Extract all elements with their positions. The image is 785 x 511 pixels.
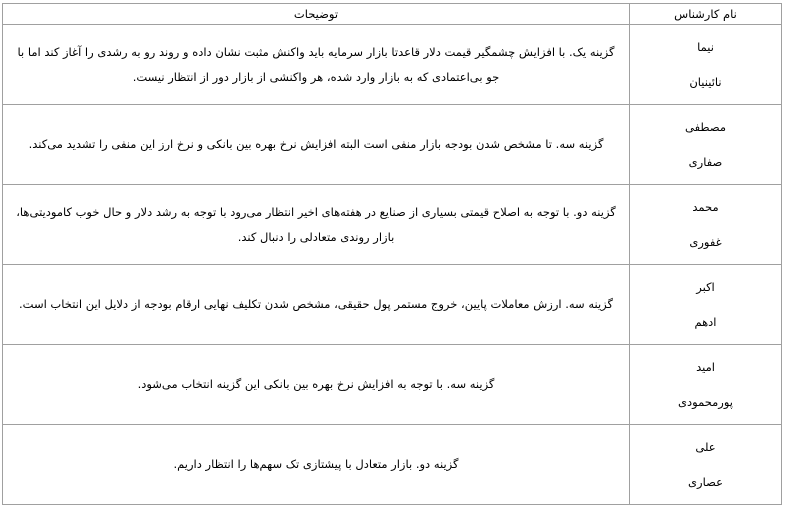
expert-first-name: مصطفی (685, 119, 726, 134)
expert-first-name: نیما (697, 39, 714, 54)
table-row (3, 185, 782, 265)
expert-last-name: غفوری (689, 234, 722, 249)
table-row (3, 425, 782, 505)
expert-description: گزینه سه. تا مشخص شدن بودجه بازار منفی است البته افزایش نرخ بهره بین بانکی و نرخ ارز این منفی را تشدید می‌کند. (3, 105, 630, 185)
experts-table (2, 3, 782, 505)
expert-last-name: عصاری (688, 474, 723, 489)
table-row (3, 265, 782, 345)
expert-first-name: امید (696, 359, 715, 374)
expert-last-name: نائینیان (689, 74, 722, 89)
expert-description: گزینه سه. با توجه به افزایش نرخ بهره بین بانکی این گزینه انتخاب می‌شود. (3, 345, 630, 425)
expert-name-cell (630, 345, 782, 425)
expert-name-cell (630, 265, 782, 345)
expert-last-name: صفاری (688, 154, 723, 169)
table-header-row (3, 4, 782, 25)
header-expert-name: نام کارشناس (630, 4, 782, 25)
expert-first-name: محمد (692, 199, 719, 214)
expert-first-name: اکبر (696, 279, 715, 294)
expert-name-cell (630, 185, 782, 265)
expert-description: گزینه سه. ارزش معاملات پایین، خروج مستمر پول حقیقی، مشخص شدن تکلیف نهایی ارقام بودجه از دلایل این انتخاب است. (3, 265, 630, 345)
header-description: توضیحات (3, 4, 630, 25)
table-row (3, 25, 782, 105)
expert-description: گزینه دو. با توجه به اصلاح قیمتی بسیاری از صنایع در هفته‌های اخیر انتظار می‌رود با توجه به رشد دلار و حال خوب کامودیتی‌ها، بازار روندی متعادلی را دنبال کند. (3, 185, 630, 265)
table-row (3, 345, 782, 425)
expert-name-cell (630, 105, 782, 185)
expert-first-name: علی (695, 439, 716, 454)
expert-description: گزینه دو. بازار متعادل با پیشتازی تک سهم‌ها را انتظار داریم. (3, 425, 630, 505)
expert-last-name: ادهم (694, 314, 717, 329)
expert-last-name: پورمحمودی (678, 394, 733, 409)
expert-name-cell (630, 25, 782, 105)
expert-name-cell (630, 425, 782, 505)
expert-description: گزینه یک. با افزایش چشمگیر قیمت دلار قاعدتا بازار سرمایه باید واکنش مثبت نشان داده و روند رو به رشدی را آغاز کند اما با جو بی‌اعتمادی که به بازار وارد شده، هر واکنشی از بازار دور از انتظار نیست. (3, 25, 630, 105)
table-row (3, 105, 782, 185)
